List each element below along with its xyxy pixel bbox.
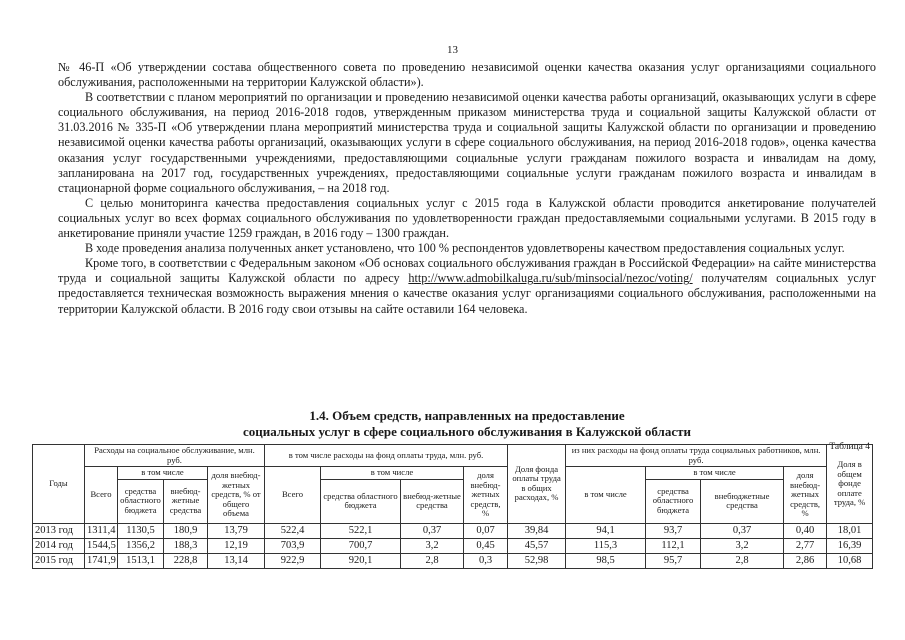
cell-c13: 2,86 [784, 553, 827, 568]
cell-c4: 13,14 [208, 553, 265, 568]
body-text [58, 60, 876, 317]
header-social-workers: из них расходы на фонд оплаты труда социальных работников, млн. руб. [566, 445, 827, 467]
cell-c10: 115,3 [566, 538, 646, 553]
header-expenses: Расходы на социальное обслуживание, млн. руб. [85, 445, 265, 467]
cell-c13: 2,77 [784, 538, 827, 553]
paragraph-1: № 46-П «Об утверждении состава общественного совета по проведению независимой оценки качества оказания услуг организациями социального обслуживания, расположенными на территории Калужской области»). [58, 60, 876, 90]
header-wage-regional: средства областного бюджета [321, 479, 401, 523]
header-years: Годы [33, 445, 85, 524]
header-sw-offbudget: внебюджетные средства [701, 479, 784, 523]
paragraph-5 [58, 256, 876, 316]
row-year: 2015 год [33, 553, 85, 568]
header-sw-fund-share: Доля в общем фонде оплате труда, % [827, 445, 873, 524]
cell-c5: 522,4 [265, 523, 321, 538]
cell-c1: 1544,5 [85, 538, 118, 553]
cell-c1: 1741,9 [85, 553, 118, 568]
cell-c13: 0,40 [784, 523, 827, 538]
cell-c10: 98,5 [566, 553, 646, 568]
cell-c6: 920,1 [321, 553, 401, 568]
cell-c9: 45,57 [508, 538, 566, 553]
header-wage-offbudget: внебюд-жетные средства [401, 479, 464, 523]
header-regional: средства областного бюджета [118, 479, 164, 523]
table-row [33, 553, 873, 568]
header-offbudget-share: доля внебюд-жетных средств, % от общего объема [208, 467, 265, 524]
cell-c7: 3,2 [401, 538, 464, 553]
cell-c8: 0,07 [464, 523, 508, 538]
cell-c11: 93,7 [646, 523, 701, 538]
paragraph-4: В ходе проведения анализа полученных анкет установлено, что 100 % респондентов удовлетворены качеством предоставления социальных услуг. [85, 241, 845, 256]
paragraph-3: С целью мониторинга качества предоставления социальных услуг с 2015 года в Калужской области проводится анкетирование получателей социальных услуг во всех формах социального обслуживания по удовлетворенности граждан предоставляемыми социальными услугами. В 2015 году в анкетирование приняли участие 1259 граждан, в 2016 году – 1300 граждан. [58, 195, 876, 241]
header-sw-share: доля внебюд-жетных средств, % [784, 467, 827, 524]
cell-c3: 188,3 [164, 538, 208, 553]
section-title [58, 408, 876, 440]
cell-c9: 52,98 [508, 553, 566, 568]
cell-c4: 13,79 [208, 523, 265, 538]
table-body [33, 523, 873, 568]
cell-c6: 522,1 [321, 523, 401, 538]
section-title-line-2: социальных услуг в сфере социального обслуживания в Калужской области [243, 424, 691, 439]
cell-c14: 10,68 [827, 553, 873, 568]
header-sw-incl: в том числе [646, 467, 784, 480]
cell-c11: 112,1 [646, 538, 701, 553]
cell-c1: 1311,4 [85, 523, 118, 538]
cell-c6: 700,7 [321, 538, 401, 553]
cell-c8: 0,45 [464, 538, 508, 553]
row-year: 2013 год [33, 523, 85, 538]
cell-c7: 0,37 [401, 523, 464, 538]
table-label: Таблица 4 [829, 442, 870, 452]
row-year: 2014 год [33, 538, 85, 553]
cell-c5: 922,9 [265, 553, 321, 568]
cell-c9: 39,84 [508, 523, 566, 538]
header-incl: в том числе [118, 467, 208, 480]
header-sw-incl-total: в том числе [566, 467, 646, 524]
cell-c3: 180,9 [164, 523, 208, 538]
header-offbudget: внебюд-жетные средства [164, 479, 208, 523]
cell-c14: 18,01 [827, 523, 873, 538]
header-sw-regional: средства областного бюджета [646, 479, 701, 523]
cell-c2: 1130,5 [118, 523, 164, 538]
cell-c7: 2,8 [401, 553, 464, 568]
header-wage-fund: в том числе расходы на фонд оплаты труда, млн. руб. [265, 445, 508, 467]
header-total: Всего [85, 467, 118, 524]
header-wage-total: Всего [265, 467, 321, 524]
cell-c10: 94,1 [566, 523, 646, 538]
cell-c8: 0,3 [464, 553, 508, 568]
voting-link[interactable]: http://www.admobilkaluga.ru/sub/minsocial/nezoc/voting/ [408, 271, 693, 286]
table-row [33, 523, 873, 538]
section-title-line-1: 1.4. Объем средств, направленных на предоставление [309, 408, 625, 423]
cell-c2: 1513,1 [118, 553, 164, 568]
cell-c5: 703,9 [265, 538, 321, 553]
header-wage-incl: в том числе [321, 467, 464, 480]
cell-c3: 228,8 [164, 553, 208, 568]
cell-c11: 95,7 [646, 553, 701, 568]
paragraph-5-end: получателям социальных услуг предоставляется техническая возможность выражения мнения о качестве оказания услуг организациями социального обслуживания, расположенными на территории Калужской области. В 2016 году свои отзывы на сайте оставили 164 человека. [58, 271, 876, 316]
cell-c12: 0,37 [701, 523, 784, 538]
page-number: 13 [447, 44, 458, 56]
table-4 [32, 444, 873, 569]
cell-c12: 3,2 [701, 538, 784, 553]
paragraph-5-start: Кроме того, в соответствии с Федеральным законом «Об основах социального обслуживания граждан в Российской Федерации» на сайте министерства труда и социальной защиты Калужской области по адресу [58, 256, 876, 286]
cell-c4: 12,19 [208, 538, 265, 553]
cell-c14: 16,39 [827, 538, 873, 553]
cell-c12: 2,8 [701, 553, 784, 568]
table-row [33, 538, 873, 553]
paragraph-2: В соответствии с планом мероприятий по организации и проведению независимой оценки качества работы организаций, оказывающих услуги в сфере социального обслуживания, на период 2016-2018 годов, утвержденным приказом министерства труда и социальной защиты Калужской области от 31.03.2016 № 335-П «Об утверждении плана мероприятий министерства труда и социальной защиты Калужской области по организации и проведению независимой оценки качества работы организаций, оказывающих услуги в сфере социального обслуживания, на период 2016-2018 годов», оценка качества оказания услуг государственными учреждениями, предоставляющими социальные услуги гражданам пожилого возраста и инвалидам на дому, запланирована на 2017 год, государственных учреждениях, предоставляющими социальные услуги гражданам пожилого возраста и инвалидам в стационарной форме социального обслуживания, – на 2018 год. [58, 90, 876, 195]
header-wage-fund-share: Доля фонда оплаты труда в общих расходах, % [508, 445, 566, 524]
header-wage-share: доля внебюд-жетных средств, % [464, 467, 508, 524]
cell-c2: 1356,2 [118, 538, 164, 553]
